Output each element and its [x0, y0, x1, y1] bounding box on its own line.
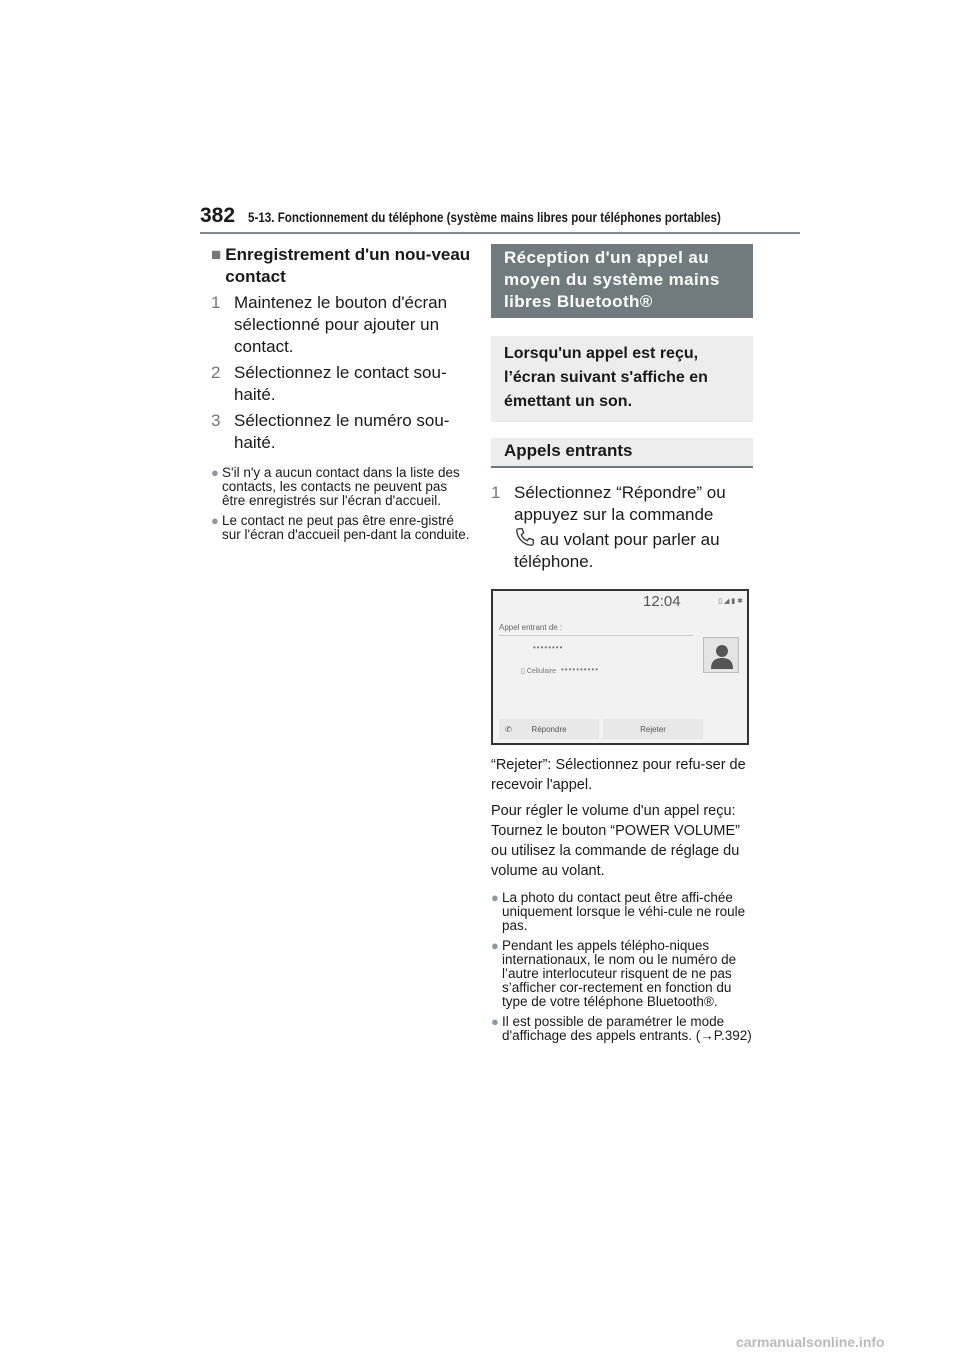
step-number: 1 [211, 293, 221, 312]
status-icons: ▯ ◢ ▮ ✱ [718, 598, 743, 605]
note-item [491, 1015, 753, 1043]
bullet-icon: ● [211, 513, 219, 528]
line-label-text: Cellulaire [526, 668, 556, 675]
answer-button[interactable] [499, 719, 599, 739]
step-number: 2 [211, 363, 221, 382]
subsection-heading-text: Enregistrement d'un nou-veau contact [225, 245, 471, 286]
reject-button[interactable] [603, 719, 703, 739]
bullet-icon: ● [491, 1014, 499, 1029]
left-column [211, 244, 473, 542]
volume-description: Pour régler le volume d'un appel reçu: Tournez le bouton “POWER VOLUME” ou utilisez la commande de réglage du volume au volant. [491, 803, 741, 879]
square-marker-icon: ■ [211, 245, 222, 264]
caller-name: •••••••• [533, 643, 564, 652]
incoming-call-screen [491, 589, 749, 745]
header-rule [200, 232, 800, 234]
note-item [211, 466, 473, 508]
note-item [211, 514, 473, 542]
note-item [491, 939, 753, 1009]
incoming-label: Appel entrant de : [499, 623, 563, 632]
right-column [491, 244, 753, 1043]
step-text: Sélectionnez le numéro sou-haité. [234, 411, 450, 452]
note-text: Le contact ne peut pas être enre-gistré sur l'écran d'accueil pen-dant la conduite. [222, 513, 470, 542]
band-heading: Appels entrants [491, 438, 753, 468]
step-number: 1 [491, 483, 501, 502]
step-2 [211, 362, 473, 406]
step-text: Maintenez le bouton d'écran sélectionné pour ajouter un contact. [234, 293, 448, 356]
step-number: 3 [211, 411, 221, 430]
phone-icon [514, 526, 536, 548]
page-number: 382 [200, 204, 236, 227]
bullet-icon: ● [211, 465, 219, 480]
section-box-title: Réception d'un appel au moyen du système mains libres Bluetooth® [491, 244, 753, 318]
bullet-icon: ● [491, 890, 499, 905]
intro-box: Lorsqu'un appel est reçu, l’écran suivant s'affiche en émettant un son. [491, 336, 753, 422]
reject-label: Rejeter [640, 724, 666, 734]
note-text: S'il n'y a aucun contact dans la liste des contacts, les contacts ne peuvent pas être enregistrés sur l'écran d'accueil. [222, 465, 460, 508]
reject-description: “Rejeter”: Sélectionnez pour refu-ser de recevoir l'appel. [491, 757, 746, 793]
step-1 [491, 482, 753, 573]
answer-label: Répondre [531, 724, 567, 734]
caller-number: •••••••••• [561, 665, 600, 674]
line-label: ▯ Cellulaire [521, 668, 556, 675]
step-text [514, 482, 753, 573]
step-text: Sélectionnez le contact sou-haité. [234, 363, 447, 404]
watermark: carmanualsonline.info [736, 1334, 885, 1350]
section-title: 5-13. Fonctionnement du téléphone (système mains libres pour téléphones portables) [248, 210, 721, 225]
note-item [491, 891, 753, 933]
bullet-icon: ● [491, 938, 499, 953]
note-text: Pendant les appels télépho-niques internationaux, le nom ou le numéro de l’autre interlocuteur risquent de ne pas s’afficher cor-rectement en fonction du type de votre téléphone Bluetooth®. [502, 938, 737, 1009]
step-text-a: Sélectionnez “Répondre” ou appuyez sur la commande [514, 483, 726, 524]
note-text: La photo du contact peut être affi-chée uniquement lorsque le véhi-cule ne roule pas. [502, 890, 746, 933]
screen-clock: 12:04 [643, 593, 681, 610]
person-icon [704, 638, 740, 674]
subsection-heading [211, 244, 473, 288]
screen-divider [499, 635, 693, 636]
step-text-b: au volant pour parler au téléphone. [514, 530, 720, 571]
step-3 [211, 410, 473, 454]
phone-icon: ✆ [505, 724, 512, 734]
contact-avatar [703, 637, 739, 673]
step-1 [211, 292, 473, 358]
note-text: Il est possible de paramétrer le mode d'affichage des appels entrants. (→P.392) [502, 1014, 752, 1043]
